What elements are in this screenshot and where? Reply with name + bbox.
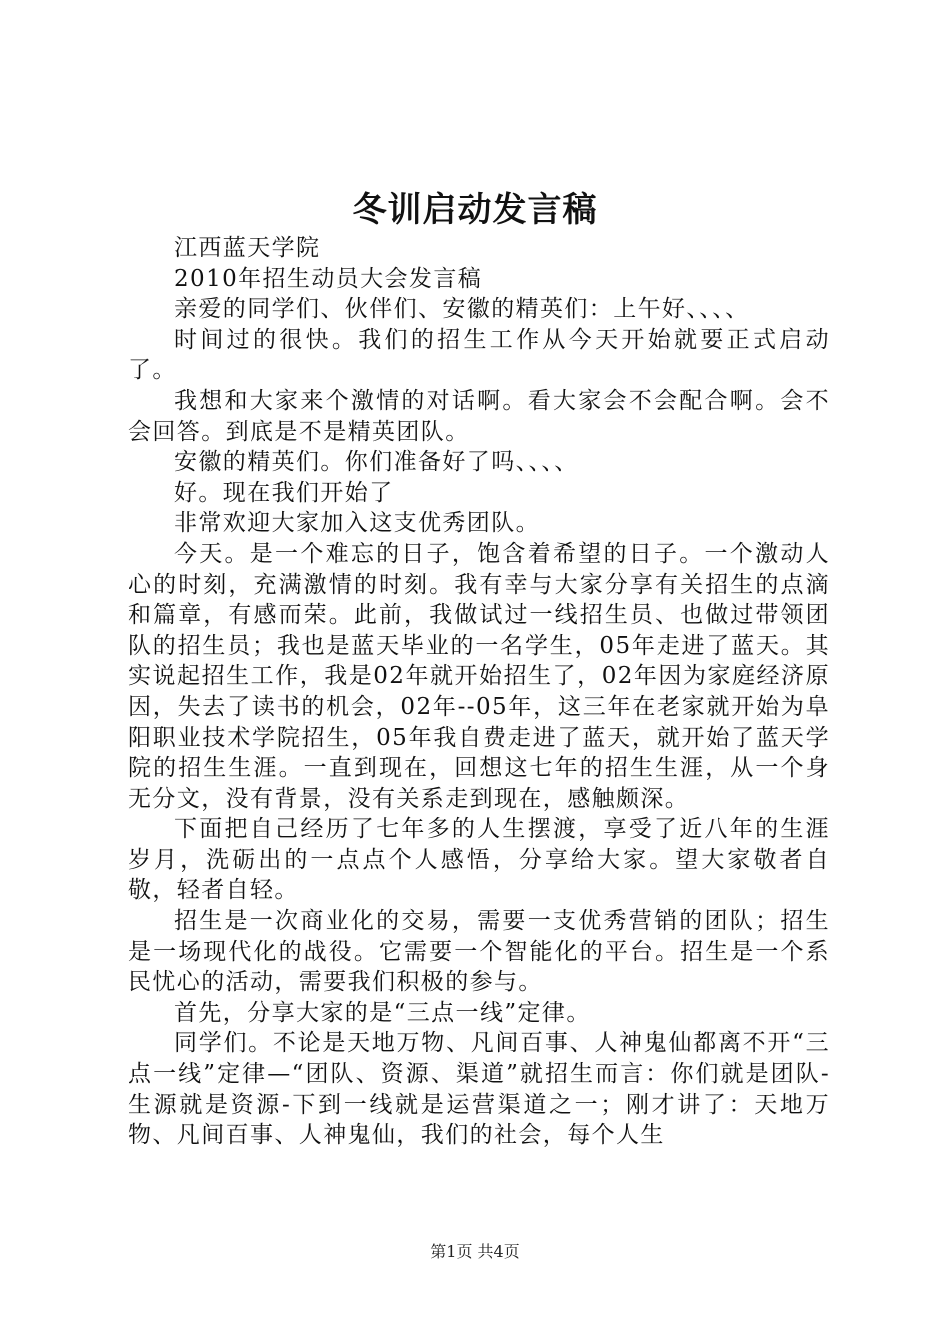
paragraph: 非常欢迎大家加入这支优秀团队。 [174,510,540,537]
paragraph: 亲爱的同学们、伙伴们、安徽的精英们：上午好、、、、 [174,296,750,323]
paragraph: 时间过的很快。我们的招生工作从今天开始就要正式启动了。 [128,326,830,384]
paragraph: 我想和大家来个激情的对话啊。看大家会不会配合啊。会不会回答。到底是不是精英团队。 [128,387,830,445]
paragraph: 安徽的精英们。你们准备好了吗、、、、 [174,449,579,476]
page-title: 冬训启动发言稿 [352,190,598,230]
paragraph: 首先，分享大家的是“三点一线”定律。 [174,999,591,1026]
page-footer: 第1页 共4页 [430,1242,520,1261]
paragraph: 好。现在我们开始了 [174,479,394,506]
paragraph: 今天。是一个难忘的日子，饱含着希望的日子。一个激动人心的时刻，充满激情的时刻。我有幸与大家分享有关招生的点滴和篇章，有感而荣。此前，我做试过一线招生员、也做过带领团队的招生员；我也是蓝天毕业的一名学生，05年走进了蓝天。其实说起招生工作，我是02年就开始招生了，02年因为家庭经济原因，失去了读书的机会，02年--05年，这三年在老家就开始为阜阳职业技术学院招生，05年我自费走进了蓝天，就开始了蓝天学院的招生生涯。一直到现在，回想这七年的招生生涯，从一个身无分文，没有背景，没有关系走到现在，感触颇深。 [128,540,830,812]
paragraph: 江西蓝天学院 [174,235,321,261]
paragraph: 招生是一次商业化的交易，需要一支优秀营销的团队；招生是一场现代化的战役。它需要一个智能化的平台。招生是一个系民忧心的活动，需要我们积极的参与。 [128,908,830,996]
document-body [128,233,830,1151]
paragraph: 下面把自己经历了七年多的人生摆渡，享受了近八年的生涯岁月，洗砺出的一点点个人感悟，分享给大家。望大家敬者自敬，轻者自轻。 [128,816,830,904]
paragraph: 2010年招生动员大会发言稿 [174,265,483,292]
paragraph: 同学们。不论是天地万物、凡间百事、人神鬼仙都离不开“三点一线”定律—“团队、资源、渠道”就招生而言：你们就是团队-生源就是资源-下到一线就是运营渠道之一；刚才讲了：天地万物、凡间百事、人神鬼仙，我们的社会，每个人生 [128,1030,830,1149]
